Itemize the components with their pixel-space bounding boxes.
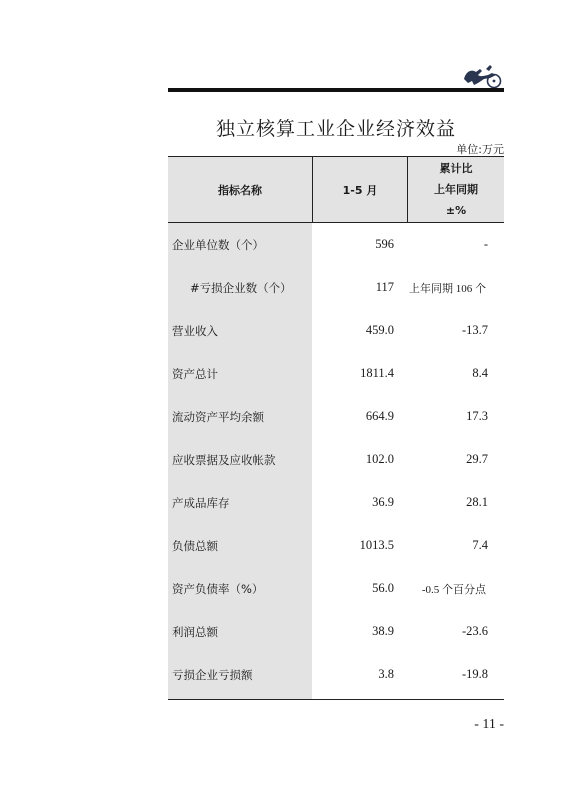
table-row xyxy=(168,610,504,653)
header-name: 指标名称 xyxy=(168,157,312,222)
row-change: 上年同期 106 个 xyxy=(409,282,486,295)
row-change: 29.7 xyxy=(466,452,488,466)
row-name: 资产总计 xyxy=(172,366,218,381)
row-change: 8.4 xyxy=(472,366,488,380)
header-change-line1: 累计比 xyxy=(439,162,473,175)
row-name: 营业收入 xyxy=(172,323,218,338)
row-change: -19.8 xyxy=(461,667,488,681)
horse-chariot-logo-icon xyxy=(462,63,504,89)
header-change xyxy=(408,157,504,222)
row-value: 56.0 xyxy=(372,581,394,595)
row-name: 企业单位数（个） xyxy=(172,237,264,252)
table-row xyxy=(168,653,504,696)
table-header xyxy=(168,157,504,223)
row-value: 36.9 xyxy=(372,495,394,509)
row-name: 应收票据及应收帐款 xyxy=(172,452,276,467)
indicator-table xyxy=(168,156,504,700)
row-change: 17.3 xyxy=(466,409,488,423)
row-value: 117 xyxy=(375,280,394,294)
row-value: 1013.5 xyxy=(359,538,394,552)
table-row xyxy=(168,481,504,524)
row-value: 459.0 xyxy=(365,323,394,337)
row-value: 664.9 xyxy=(365,409,394,423)
row-change: - xyxy=(483,237,488,251)
unit-label: 单位:万元 xyxy=(456,143,504,156)
row-name: 产成品库存 xyxy=(172,495,230,510)
row-change: -13.7 xyxy=(461,323,488,337)
header-rule xyxy=(168,88,504,92)
row-change: 28.1 xyxy=(466,495,488,509)
row-value: 1811.4 xyxy=(360,366,394,380)
header-period: 1-5 月 xyxy=(312,157,408,222)
table-row xyxy=(168,438,504,481)
table-row xyxy=(168,223,504,266)
row-name: #亏损企业数（个） xyxy=(190,280,292,295)
table-row xyxy=(168,352,504,395)
table-row xyxy=(168,395,504,438)
row-value: 102.0 xyxy=(365,452,394,466)
header-change-line3: ±% xyxy=(445,204,467,217)
table-row xyxy=(168,567,504,610)
row-name: 资产负债率（%） xyxy=(172,581,264,596)
page-number: - 11 - xyxy=(474,717,504,732)
row-value: 38.9 xyxy=(372,624,394,638)
row-value: 596 xyxy=(375,237,394,251)
row-change: 7.4 xyxy=(472,538,488,552)
row-change: -0.5 个百分点 xyxy=(421,583,486,596)
row-name: 流动资产平均余额 xyxy=(172,409,264,424)
page-title: 独立核算工业企业经济效益 xyxy=(215,118,456,140)
table-row xyxy=(168,524,504,567)
row-name: 利润总额 xyxy=(172,624,218,639)
header-change-line2: 上年同期 xyxy=(434,183,478,196)
row-name: 负债总额 xyxy=(172,538,218,553)
table-row xyxy=(168,309,504,352)
table-row xyxy=(168,266,504,309)
row-name: 亏损企业亏损额 xyxy=(172,667,253,682)
row-value: 3.8 xyxy=(378,667,394,681)
row-change: -23.6 xyxy=(461,624,488,638)
